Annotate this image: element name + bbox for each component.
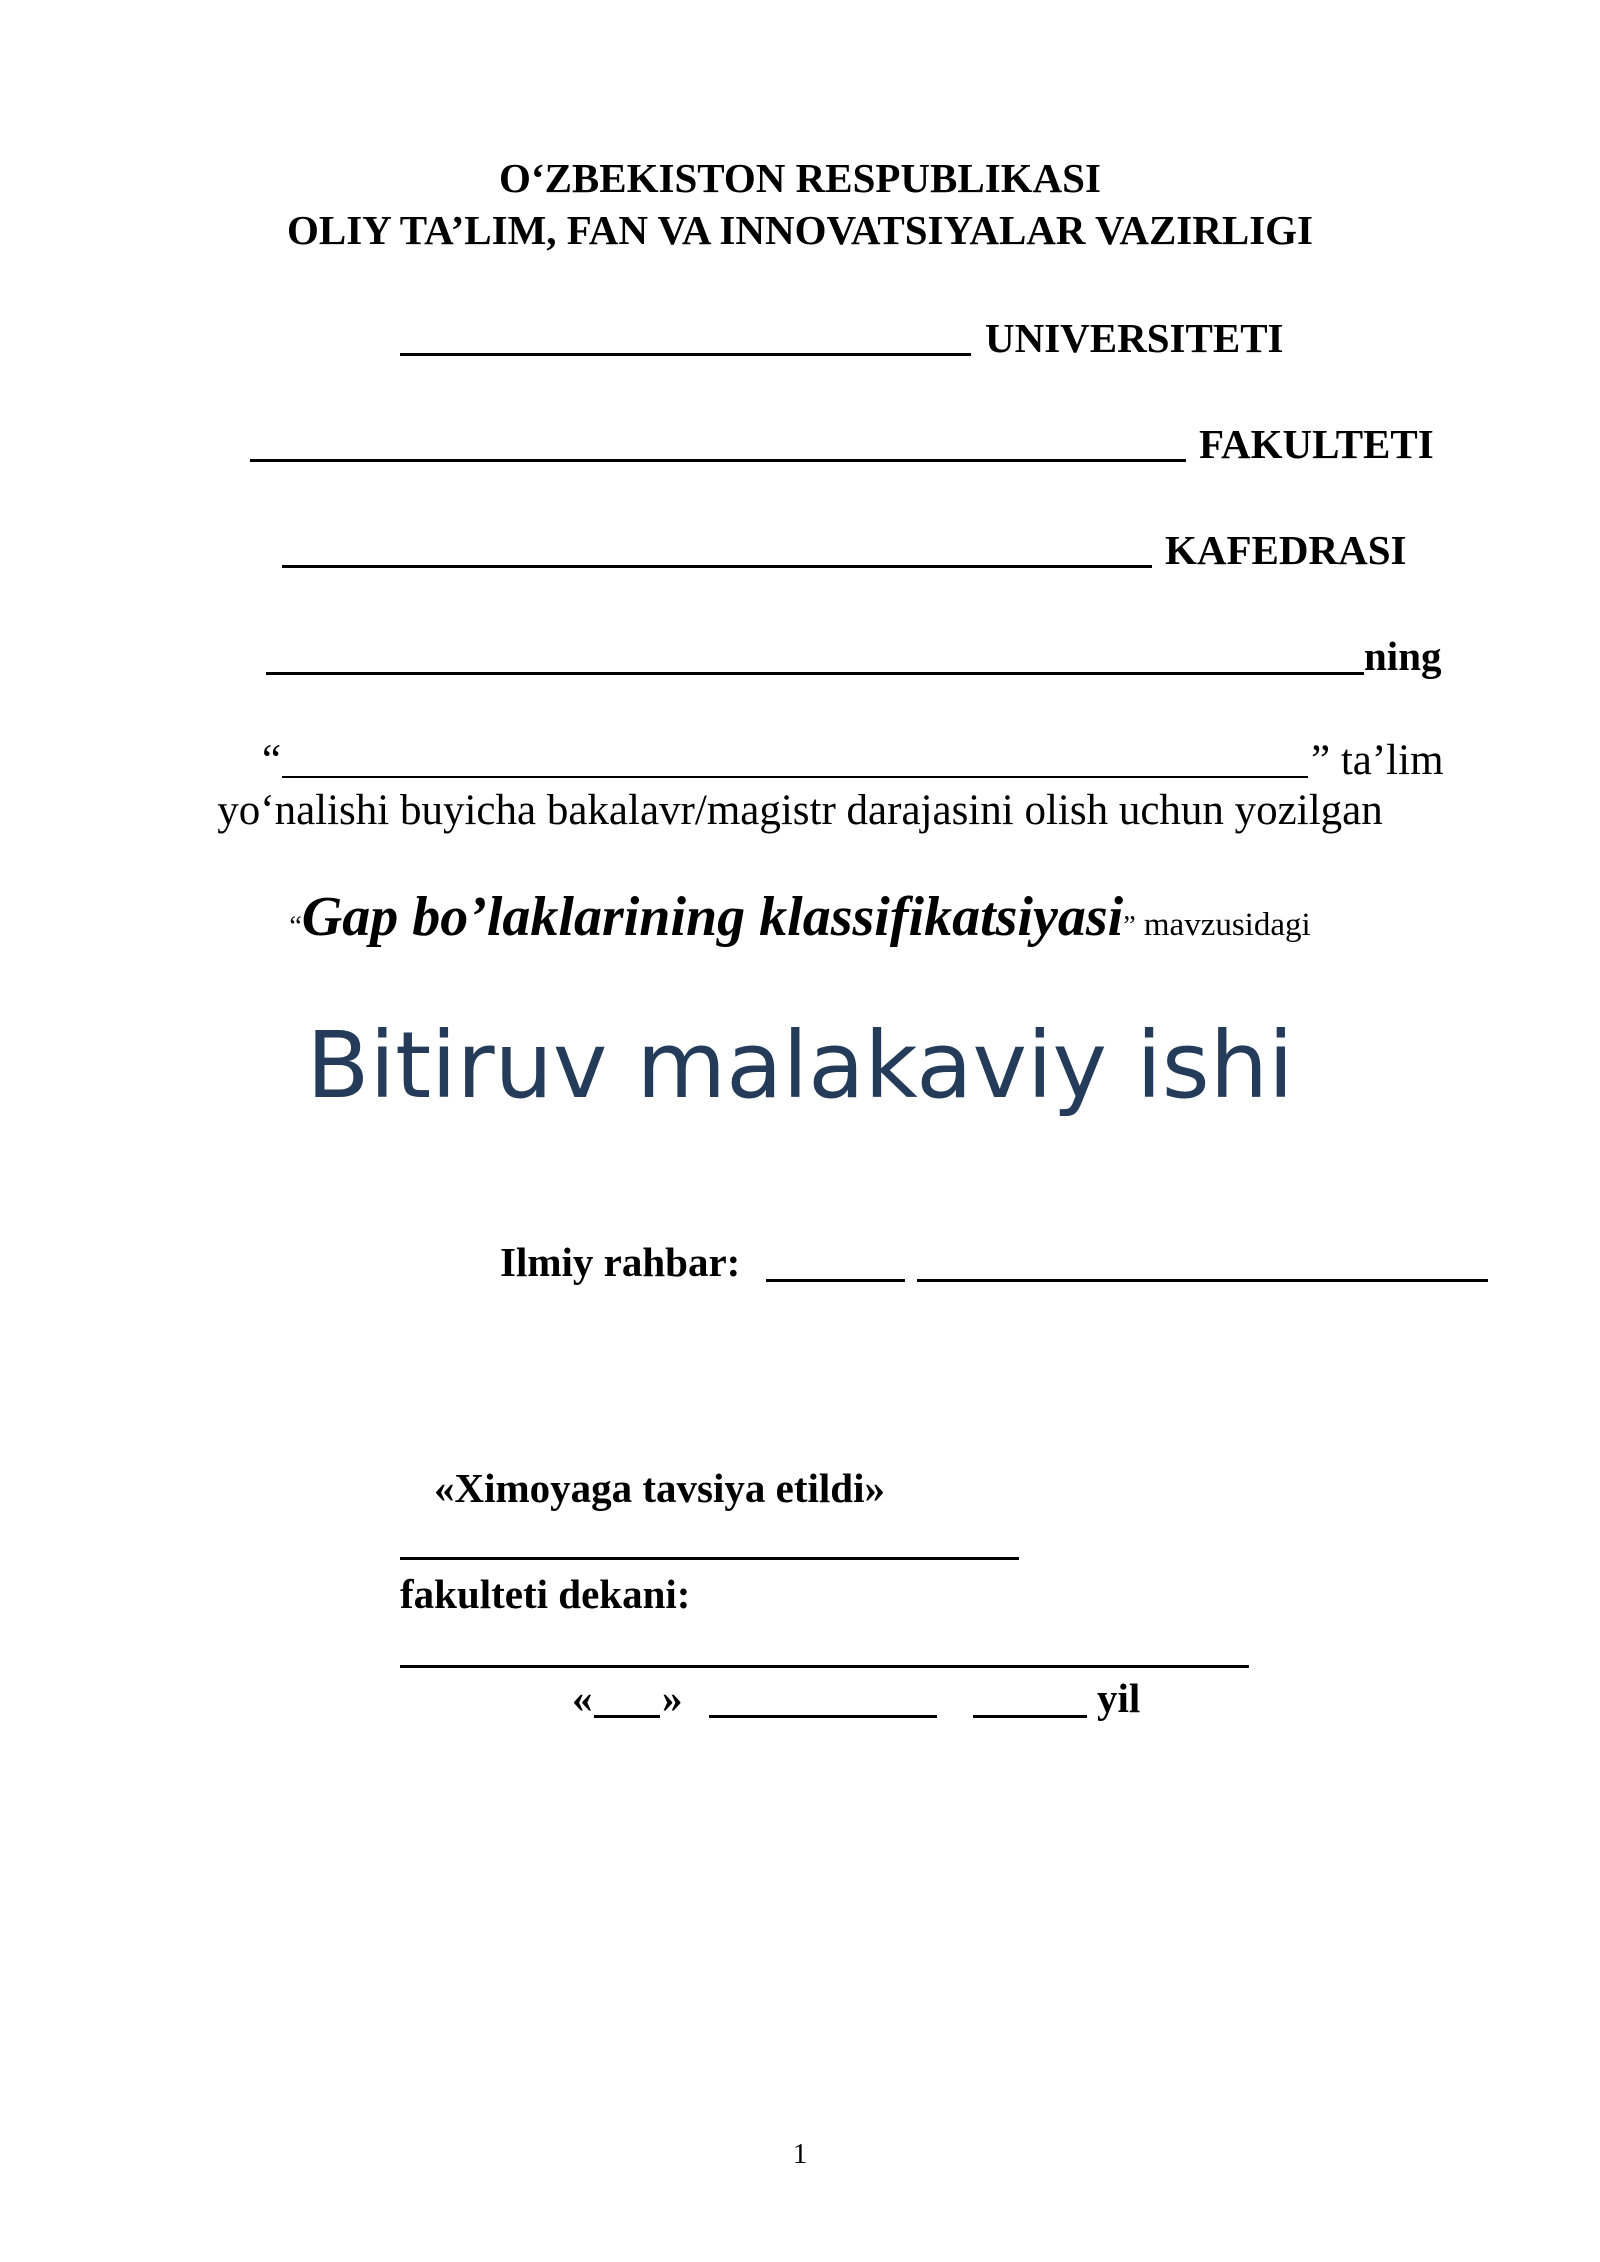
year-label: yil [1097, 1675, 1141, 1721]
department-label: KAFEDRASI [1165, 527, 1407, 573]
page-number: 1 [792, 2138, 808, 2170]
supervisor-label: Ilmiy rahbar: [500, 1239, 741, 1285]
direction-blank[interactable] [282, 776, 1308, 778]
department-blank[interactable] [282, 565, 1152, 568]
dean-name-blank[interactable] [400, 1665, 1249, 1668]
date-close-quote: » [662, 1675, 683, 1721]
date-year-blank[interactable] [973, 1715, 1087, 1718]
topic-title: Gap bo’laklarining klassifikatsiyasi [301, 886, 1124, 948]
ministry-title: OLIY TA’LIM, FAN VA INNOVATSIYALAR VAZIRLIGI [286, 207, 1314, 253]
date-day-blank[interactable] [594, 1715, 660, 1718]
direction-suffix: ” ta’lim [1311, 737, 1444, 784]
dean-label: fakulteti dekani: [400, 1571, 691, 1617]
date-month-blank[interactable] [709, 1715, 937, 1718]
faculty-blank[interactable] [250, 459, 1186, 462]
thesis-topic [0, 885, 1600, 949]
student-name-blank[interactable] [266, 672, 1364, 675]
degree-purpose-text: yo‘nalishi buyicha bakalavr/magistr darajasini olish uchun yozilgan [217, 787, 1383, 834]
supervisor-short-blank[interactable] [766, 1279, 905, 1282]
topic-close-quote: ” [1123, 911, 1136, 942]
topic-suffix: mavzusidagi [1135, 907, 1311, 943]
country-title: O‘ZBEKISTON RESPUBLIKASI [499, 155, 1101, 201]
supervisor-name-blank[interactable] [917, 1279, 1488, 1282]
faculty-label: FAKULTETI [1199, 421, 1434, 467]
university-label: UNIVERSITETI [985, 315, 1284, 361]
direction-open-quote: “ [262, 737, 282, 784]
faculty-name-blank[interactable] [400, 1557, 1019, 1560]
topic-open-quote: “ [289, 911, 302, 942]
document-type-title: Bitiruv malakaviy ishi [306, 1012, 1294, 1119]
date-open-quote: « [572, 1675, 593, 1721]
student-suffix: ning [1364, 633, 1442, 679]
defense-recommended-label: «Ximoyaga tavsiya etildi» [434, 1465, 885, 1511]
ministry-header [0, 152, 1600, 256]
university-blank[interactable] [400, 353, 971, 356]
